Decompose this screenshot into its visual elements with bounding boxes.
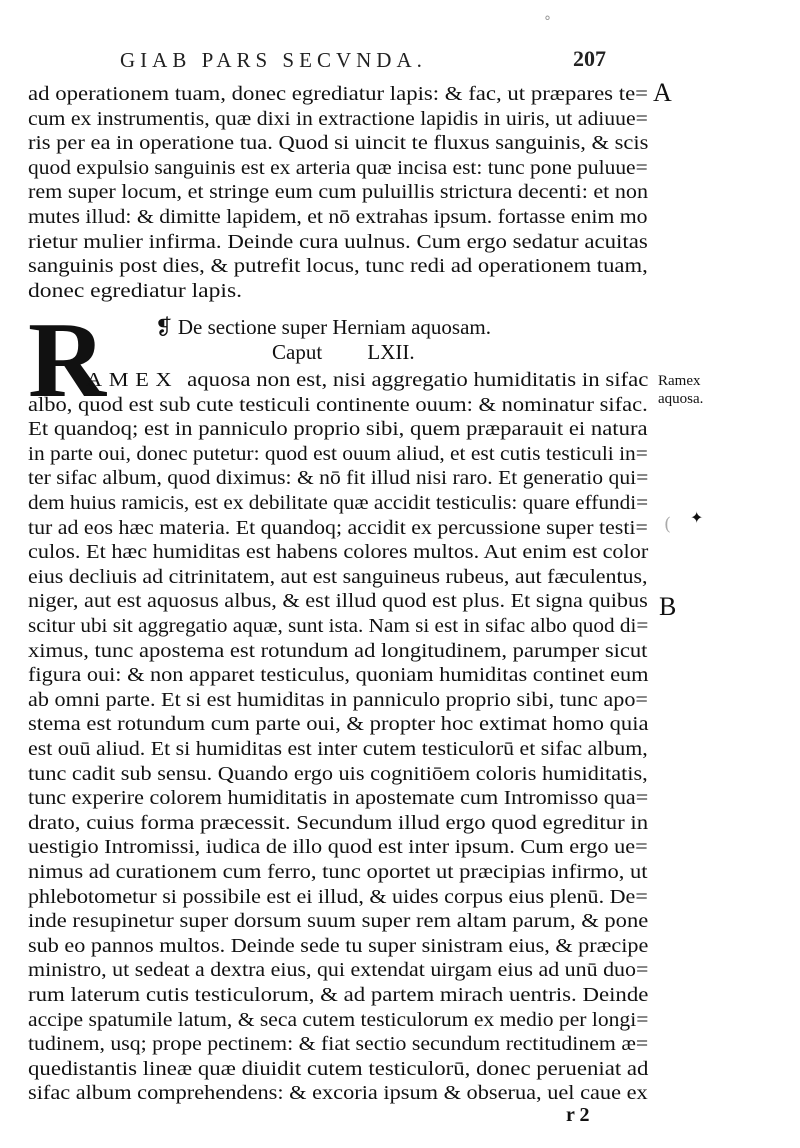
ink-spot-mark: ✦ bbox=[690, 508, 704, 527]
text-line: ximus, tunc apostema est rotundum ad longitudinem, parumper sicut bbox=[28, 639, 648, 662]
text-line: stema est rotundum cum parte oui, & propter hoc extimat homo quia bbox=[28, 713, 649, 736]
text-line: sifac album comprehendens: & excoria ipsum & obserua, uel caue ex bbox=[28, 1082, 648, 1105]
chapter-number bbox=[272, 340, 415, 365]
text-line: eius decliuis ad citrinitatem, aut est sanguineus rubeus, aut fæculentus, bbox=[28, 565, 648, 588]
text-line bbox=[86, 368, 648, 392]
text-line: scitur ubi sit aggregatio aquæ, sunt ista. Nam si est in sifac albo quod di= bbox=[28, 615, 649, 637]
text-line: tudinem, usq; prope pectinem: & fiat sectio secundum rectitudinem æ= bbox=[28, 1033, 649, 1056]
text-line: drato, cuius forma præcessit. Secundum illud ergo quod egreditur in bbox=[28, 811, 649, 834]
text-line: ad operationem tuam, donec egrediatur lapis: & fac, ut præpares te= bbox=[28, 83, 649, 105]
chapter-heading-text: De sectione super Herniam aquosam. bbox=[177, 315, 492, 339]
pilcrow-icon: ❡ bbox=[155, 315, 178, 339]
text-line: quod expulsio sanguinis est ex arteria quæ incisa est: tunc pone puluue= bbox=[28, 156, 648, 179]
text-line: rem super locum, et stringe eum cum puluillis strictura decenti: et non bbox=[28, 181, 648, 204]
text-line: ab omni parte. Et si est humiditas in panniculo proprio sibi, tunc apo= bbox=[28, 688, 648, 711]
text-line: ter sifac album, quod diximus: & nō fit illud nisi raro. Et generatio qui= bbox=[28, 467, 649, 490]
text-line: ris per ea in operatione tua. Quod si uincit te fluxus sanguinis, & scis bbox=[28, 132, 649, 155]
text-line: Et quandoq; est in panniculo proprio sibi, quem præparauit ei natura bbox=[28, 418, 648, 441]
text-line: mutes illud: & dimitte lapidem, et nō extrahas ipsum. fortasse enim mo bbox=[28, 206, 648, 228]
text-line: albo, quod est sub cute testiculi continente ouum: & nominatur sifac. bbox=[28, 393, 648, 416]
text-line: niger, aut est aquosus albus, & est illud quod est plus. Et signa quibus bbox=[28, 590, 648, 613]
drop-capital: R bbox=[28, 301, 106, 420]
ink-smudge: ° bbox=[544, 14, 551, 30]
text-line: ministro, ut sedeat a dextra eius, qui extendat uirgam eius ad unū duo= bbox=[28, 959, 649, 982]
text-line: figura oui: & non apparet testiculus, quoniam humiditas continet eum bbox=[28, 664, 649, 687]
margin-note bbox=[658, 372, 703, 408]
page-number: 207 bbox=[573, 46, 606, 71]
text-line: uestigio Intromissi, iudica de illo quod est inter ipsum. Cum ergo ue= bbox=[28, 836, 648, 859]
caput-number: LXII. bbox=[367, 340, 415, 364]
text-line: dem huius ramicis, est ex debilitate quæ accidit testiculis: quare effundi= bbox=[28, 492, 649, 514]
text-line: culos. Et hæc humiditas est habens colores multos. Aut enim est color bbox=[28, 541, 649, 564]
text-line: cum ex instrumentis, quæ dixi in extractione lapidis in uiris, ut adiuue= bbox=[28, 107, 648, 130]
text-line: quedistantis lineæ quæ diuidit cutem testiculorū, donec perueniat ad bbox=[28, 1057, 649, 1080]
text-line: phlebotometur si possibile est ei illud, & uides corpus eius plenū. De= bbox=[28, 885, 648, 908]
margin-note-line1: Ramex bbox=[658, 373, 701, 389]
text-line: accipe spatumile latum, & seca cutem testiculorum ex medio per longi= bbox=[28, 1008, 649, 1031]
text-line: rum laterum cutis testiculorum, & ad partem mirach uentris. Deinde bbox=[28, 984, 649, 1006]
margin-letter-a: A bbox=[653, 78, 672, 107]
margin-note-line2: aquosa. bbox=[658, 391, 704, 407]
text-line: sub eo pannos multos. Deinde sede tu super sinistram eius, & præcipe bbox=[28, 934, 649, 957]
first-line-text: aquosa non est, nisi aggregatio humiditatis in sifac bbox=[187, 369, 649, 391]
first-word-rest: AMEX bbox=[86, 369, 179, 391]
text-line: nimus ad curationem cum ferro, tunc oportet ut præcipias infirmo, ut bbox=[28, 861, 648, 883]
margin-letter-b: B bbox=[659, 592, 677, 621]
text-line: in parte oui, donec putetur: quod est ouum aliud, et est cutis testiculi in= bbox=[28, 442, 648, 465]
text-line: est ouū aliud. Et si humiditas est inter cutem testiculorū et sifac album, bbox=[28, 738, 648, 760]
text-line: rietur mulier infirma. Deinde cura uulnus. Cum ergo sedatur acuitas bbox=[28, 230, 648, 253]
caput-label: Caput bbox=[272, 340, 323, 364]
text-line: tunc cadit sub sensu. Quando ergo uis cognitiōem coloris humiditatis, bbox=[28, 762, 648, 785]
text-line: sanguinis post dies, & putrefit locus, tunc redi ad operationem tuam, bbox=[28, 255, 648, 278]
chapter-heading bbox=[155, 315, 491, 340]
text-line: inde resupinetur super dorsum suum super rem altam parum, & pone bbox=[28, 910, 649, 933]
running-head: GIAB PARS SECVNDA. bbox=[120, 48, 427, 72]
signature-mark: r 2 bbox=[566, 1104, 590, 1126]
bracket-mark: ( bbox=[664, 514, 672, 535]
text-line: tur ad eos hæc materia. Et quandoq; accidit ex percussione super testi= bbox=[28, 516, 648, 539]
text-line: tunc experire colorem humiditatis in apostemate cum Intromisso qua= bbox=[28, 787, 649, 810]
text-line: donec egrediatur lapis. bbox=[28, 279, 243, 302]
